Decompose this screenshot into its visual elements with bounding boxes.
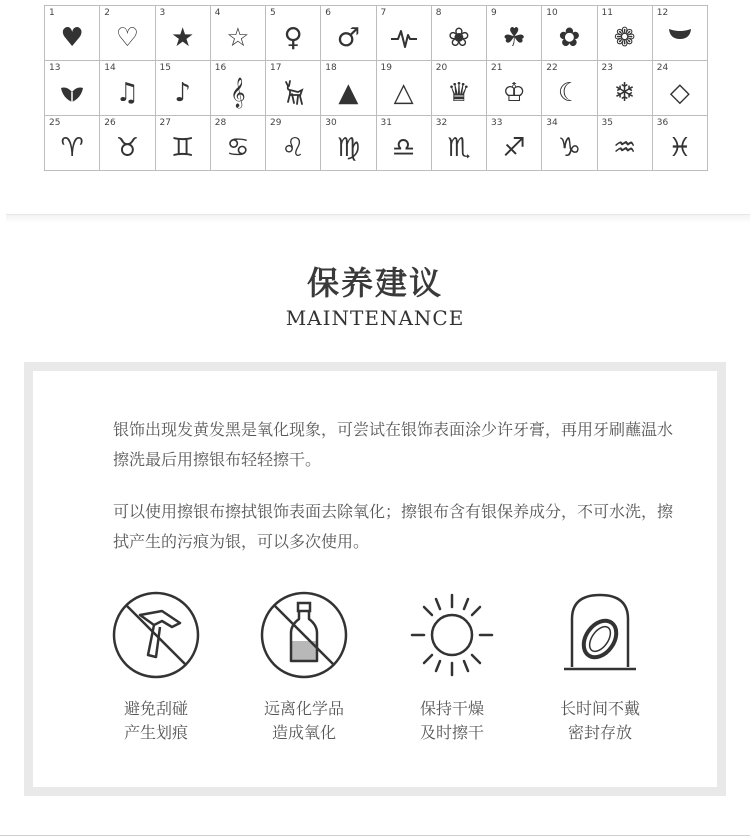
plum-blossom-icon: ✿ <box>558 23 581 53</box>
aries-icon: ♈ <box>60 133 84 163</box>
symbol-number: 35 <box>601 118 613 128</box>
care-label-line1: 远离化学品 <box>263 699 344 718</box>
reindeer-icon <box>266 73 320 113</box>
symbol-cell <box>542 6 597 61</box>
symbol-number: 15 <box>159 63 171 73</box>
symbol-number: 25 <box>49 118 61 128</box>
symbol-number: 2 <box>104 8 110 18</box>
symbol-cell <box>266 116 321 171</box>
symbol-cell <box>211 116 266 171</box>
symbol-number: 30 <box>325 118 337 128</box>
star-solid-icon: ★ <box>170 23 195 53</box>
symbol-number: 20 <box>435 63 448 73</box>
rose-icon: ❁ <box>613 23 636 53</box>
flower-icon: ❀ <box>447 23 470 53</box>
jar-storage-icon <box>554 589 646 681</box>
care-label-line1: 长时间不戴 <box>559 699 640 718</box>
no-scratch-hammer-icon <box>110 589 202 681</box>
aquarius-icon: ♒ <box>612 133 637 163</box>
section-title: 保养建议 <box>306 264 443 302</box>
pisces-icon: ♓ <box>668 133 692 163</box>
crown-icon: ♛ <box>447 78 471 108</box>
symbol-cell <box>266 6 321 61</box>
care-item-avoid-scratch <box>91 589 221 745</box>
cancer-icon: ♋ <box>226 133 250 163</box>
care-item-keep-dry <box>387 589 517 745</box>
snowflake-icon: ❄ <box>613 78 636 108</box>
symbol-number: 23 <box>601 63 613 73</box>
symbol-cell <box>45 61 100 116</box>
symbol-number: 22 <box>546 63 558 73</box>
care-paragraph-1: 银饰出现发黄发黑是氧化现象，可尝试在银饰表面涂少许牙膏，再用牙刷蘸温水擦洗最后用擦银布轻轻擦干。 <box>113 420 674 469</box>
symbol-number: 7 <box>380 8 387 18</box>
four-leaf-clover-icon: ☘ <box>502 23 526 53</box>
symbol-cell <box>487 116 542 171</box>
section-divider <box>6 214 750 223</box>
male-symbol-icon: ♂ <box>336 23 361 53</box>
symbol-cell <box>211 61 266 116</box>
symbol-cell <box>377 116 432 171</box>
symbol-cell <box>598 61 653 116</box>
taurus-icon: ♉ <box>115 133 140 163</box>
crown-outline-icon: ♔ <box>502 78 526 108</box>
symbol-number: 14 <box>104 63 116 73</box>
symbol-number: 31 <box>380 118 392 128</box>
symbol-cell <box>653 116 708 171</box>
care-label-line1: 避免刮碰 <box>123 699 188 718</box>
symbol-number: 27 <box>159 118 171 128</box>
symbol-cell <box>542 116 597 171</box>
lotus-icon <box>45 73 99 113</box>
symbol-cell <box>432 61 487 116</box>
symbol-cell <box>432 116 487 171</box>
scorpio-icon: ♏ <box>447 133 471 163</box>
care-label-line2: 及时擦干 <box>419 723 484 742</box>
symbol-number: 28 <box>214 118 227 128</box>
symbol-number: 34 <box>546 118 558 128</box>
eighth-note-icon: ♪ <box>174 78 191 108</box>
maintenance-card <box>24 362 726 796</box>
symbol-number: 8 <box>435 8 442 18</box>
symbol-cell <box>211 6 266 61</box>
symbol-cell <box>653 61 708 116</box>
symbol-cell <box>156 61 211 116</box>
diamond-icon: ◇ <box>669 78 690 108</box>
symbol-number: 5 <box>270 8 276 18</box>
symbol-cell <box>598 116 653 171</box>
symbol-cell <box>487 61 542 116</box>
symbol-cell <box>156 116 211 171</box>
care-label-line2: 密封存放 <box>567 723 632 742</box>
symbol-cell <box>487 6 542 61</box>
symbol-number: 13 <box>49 63 61 73</box>
symbol-cell <box>45 116 100 171</box>
symbol-number: 32 <box>435 118 448 128</box>
symbol-cell <box>45 6 100 61</box>
symbol-number: 24 <box>656 63 669 73</box>
leo-icon: ♌ <box>281 133 305 163</box>
symbol-number: 12 <box>656 8 669 18</box>
triangle-solid-icon: ▲ <box>338 78 359 108</box>
symbol-number: 36 <box>656 118 669 128</box>
symbol-cell <box>377 61 432 116</box>
heart-outline-icon: ♡ <box>115 23 140 53</box>
treble-clef-icon: 𝄞 <box>230 78 246 108</box>
symbol-number: 3 <box>159 8 166 18</box>
care-label-line1: 保持干燥 <box>419 699 484 718</box>
symbol-cell <box>598 6 653 61</box>
symbol-cell <box>321 6 376 61</box>
heart-solid-icon: ♥ <box>60 23 84 53</box>
maintenance-card-inner <box>33 371 717 787</box>
gemini-icon: ♊ <box>170 133 195 163</box>
symbol-number: 10 <box>546 8 558 18</box>
symbol-cell <box>321 61 376 116</box>
symbol-cell <box>653 6 708 61</box>
symbol-number: 1 <box>49 8 55 18</box>
libra-icon: ♎ <box>391 133 416 163</box>
ginkgo-leaf-icon <box>653 18 707 58</box>
sun-dry-icon <box>406 589 498 681</box>
symbol-cell <box>100 61 155 116</box>
symbol-number: 4 <box>214 8 221 18</box>
moon-star-icon: ☾ <box>557 78 582 108</box>
care-item-avoid-chemicals <box>239 589 369 745</box>
symbol-number: 26 <box>104 118 116 128</box>
no-chemical-bottle-icon <box>258 589 350 681</box>
symbol-number: 18 <box>325 63 337 73</box>
care-label-line2: 产生划痕 <box>123 723 188 742</box>
symbol-number: 16 <box>214 63 227 73</box>
symbol-cell <box>432 6 487 61</box>
symbol-number: 11 <box>601 8 613 18</box>
care-label-line2: 造成氧化 <box>271 723 336 742</box>
care-icons-row <box>33 589 717 759</box>
star-outline-icon: ☆ <box>226 23 250 53</box>
symbol-cell <box>266 61 321 116</box>
symbol-number: 33 <box>491 118 503 128</box>
symbol-number: 19 <box>380 63 392 73</box>
triangle-outline-icon: △ <box>393 78 414 108</box>
symbol-grid <box>44 5 708 171</box>
heartbeat-line-icon <box>377 18 431 58</box>
symbol-number: 17 <box>270 63 282 73</box>
symbol-cell <box>100 6 155 61</box>
beamed-notes-icon: ♫ <box>115 78 140 108</box>
symbol-cell <box>542 61 597 116</box>
sagittarius-icon: ♐ <box>502 133 526 163</box>
symbol-number: 6 <box>325 8 331 18</box>
care-paragraph-2: 可以使用擦银布擦拭银饰表面去除氧化；擦银布含有银保养成分，不可水洗，擦拭产生的污痕为银，可以多次使用。 <box>113 502 674 551</box>
symbol-cell <box>100 116 155 171</box>
symbol-number: 9 <box>491 8 497 18</box>
symbol-number: 21 <box>491 63 503 73</box>
female-symbol-icon: ♀ <box>283 23 303 53</box>
symbol-number: 29 <box>270 118 282 128</box>
capricorn-icon: ♑ <box>557 133 582 163</box>
virgo-icon: ♍ <box>336 133 361 163</box>
symbol-cell <box>156 6 211 61</box>
section-subtitle: MAINTENANCE <box>285 306 465 330</box>
symbol-cell <box>377 6 432 61</box>
care-item-sealed-storage <box>535 589 665 745</box>
symbol-cell <box>321 116 376 171</box>
